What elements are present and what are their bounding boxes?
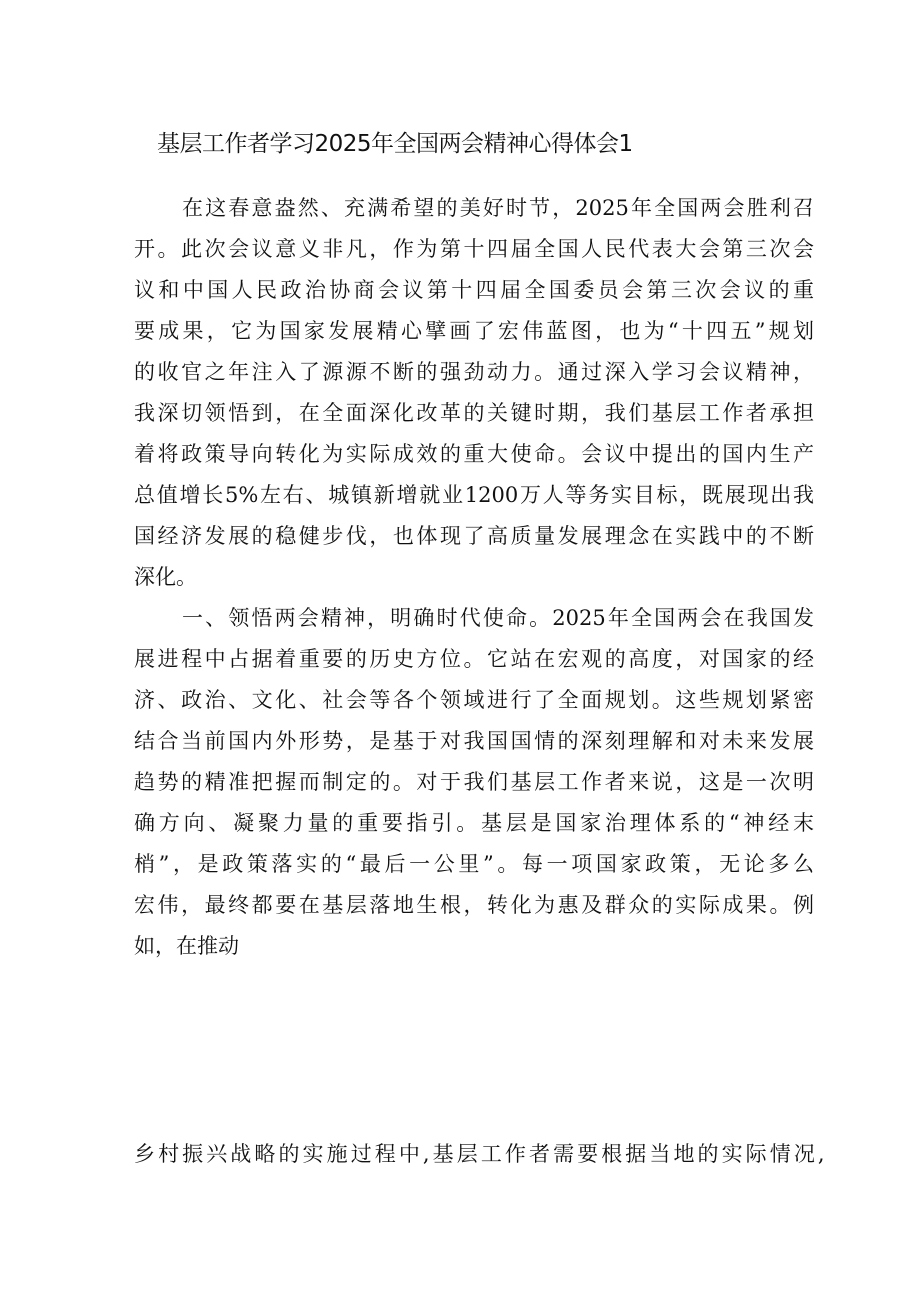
- text-line: 议和中国人民政治协商会议第十四届全国委员会第三次会议的重: [134, 278, 814, 302]
- text-line: 国经济发展的稳健步伐，也体现了高质量发展理念在实践中的不断: [134, 524, 814, 548]
- text-line: 的收官之年注入了源源不断的强劲动力。通过深入学习会议精神，: [134, 360, 814, 384]
- text-line: 在这春意盎然、充满希望的美好时节，2025年全国两会胜利召: [182, 196, 814, 220]
- text-line: 确方向、凝聚力量的重要指引。基层是国家治理体系的“神经末: [134, 811, 814, 835]
- text-line: 趋势的精准把握而制定的。对于我们基层工作者来说，这是一次明: [134, 770, 814, 794]
- text-line: 乡村振兴战略的实施过程中,基层工作者需要根据当地的实际情况,: [134, 1142, 824, 1166]
- text-line: 一、领悟两会精神，明确时代使命。2025年全国两会在我国发: [182, 606, 814, 630]
- text-line: 深化。: [134, 565, 197, 589]
- text-line: 开。此次会议意义非凡，作为第十四届全国人民代表大会第三次会: [134, 237, 814, 261]
- text-line: 要成果，它为国家发展精心擘画了宏伟蓝图，也为“十四五”规划: [134, 319, 814, 343]
- text-line: 济、政治、文化、社会等各个领域进行了全面规划。这些规划紧密: [134, 688, 814, 712]
- text-line: 宏伟，最终都要在基层落地生根，转化为惠及群众的实际成果。例: [134, 893, 814, 917]
- document-title: 基层工作者学习2025年全国两会精神心得体会1: [157, 131, 633, 157]
- text-line: 我深切领悟到，在全面深化改革的关键时期，我们基层工作者承担: [134, 401, 814, 425]
- text-line: 梢”，是政策落实的“最后一公里”。每一项国家政策，无论多么: [134, 852, 814, 876]
- text-line: 着将政策导向转化为实际成效的重大使命。会议中提出的国内生产: [134, 442, 814, 466]
- text-line: 展进程中占据着重要的历史方位。它站在宏观的高度，对国家的经: [134, 647, 814, 671]
- text-line: 如，在推动: [134, 934, 239, 958]
- text-line: 结合当前国内外形势，是基于对我国国情的深刻理解和对未来发展: [134, 729, 814, 753]
- document-body: [134, 188, 814, 967]
- text-line: 总值增长5%左右、城镇新增就业1200万人等务实目标，既展现出我: [134, 483, 814, 507]
